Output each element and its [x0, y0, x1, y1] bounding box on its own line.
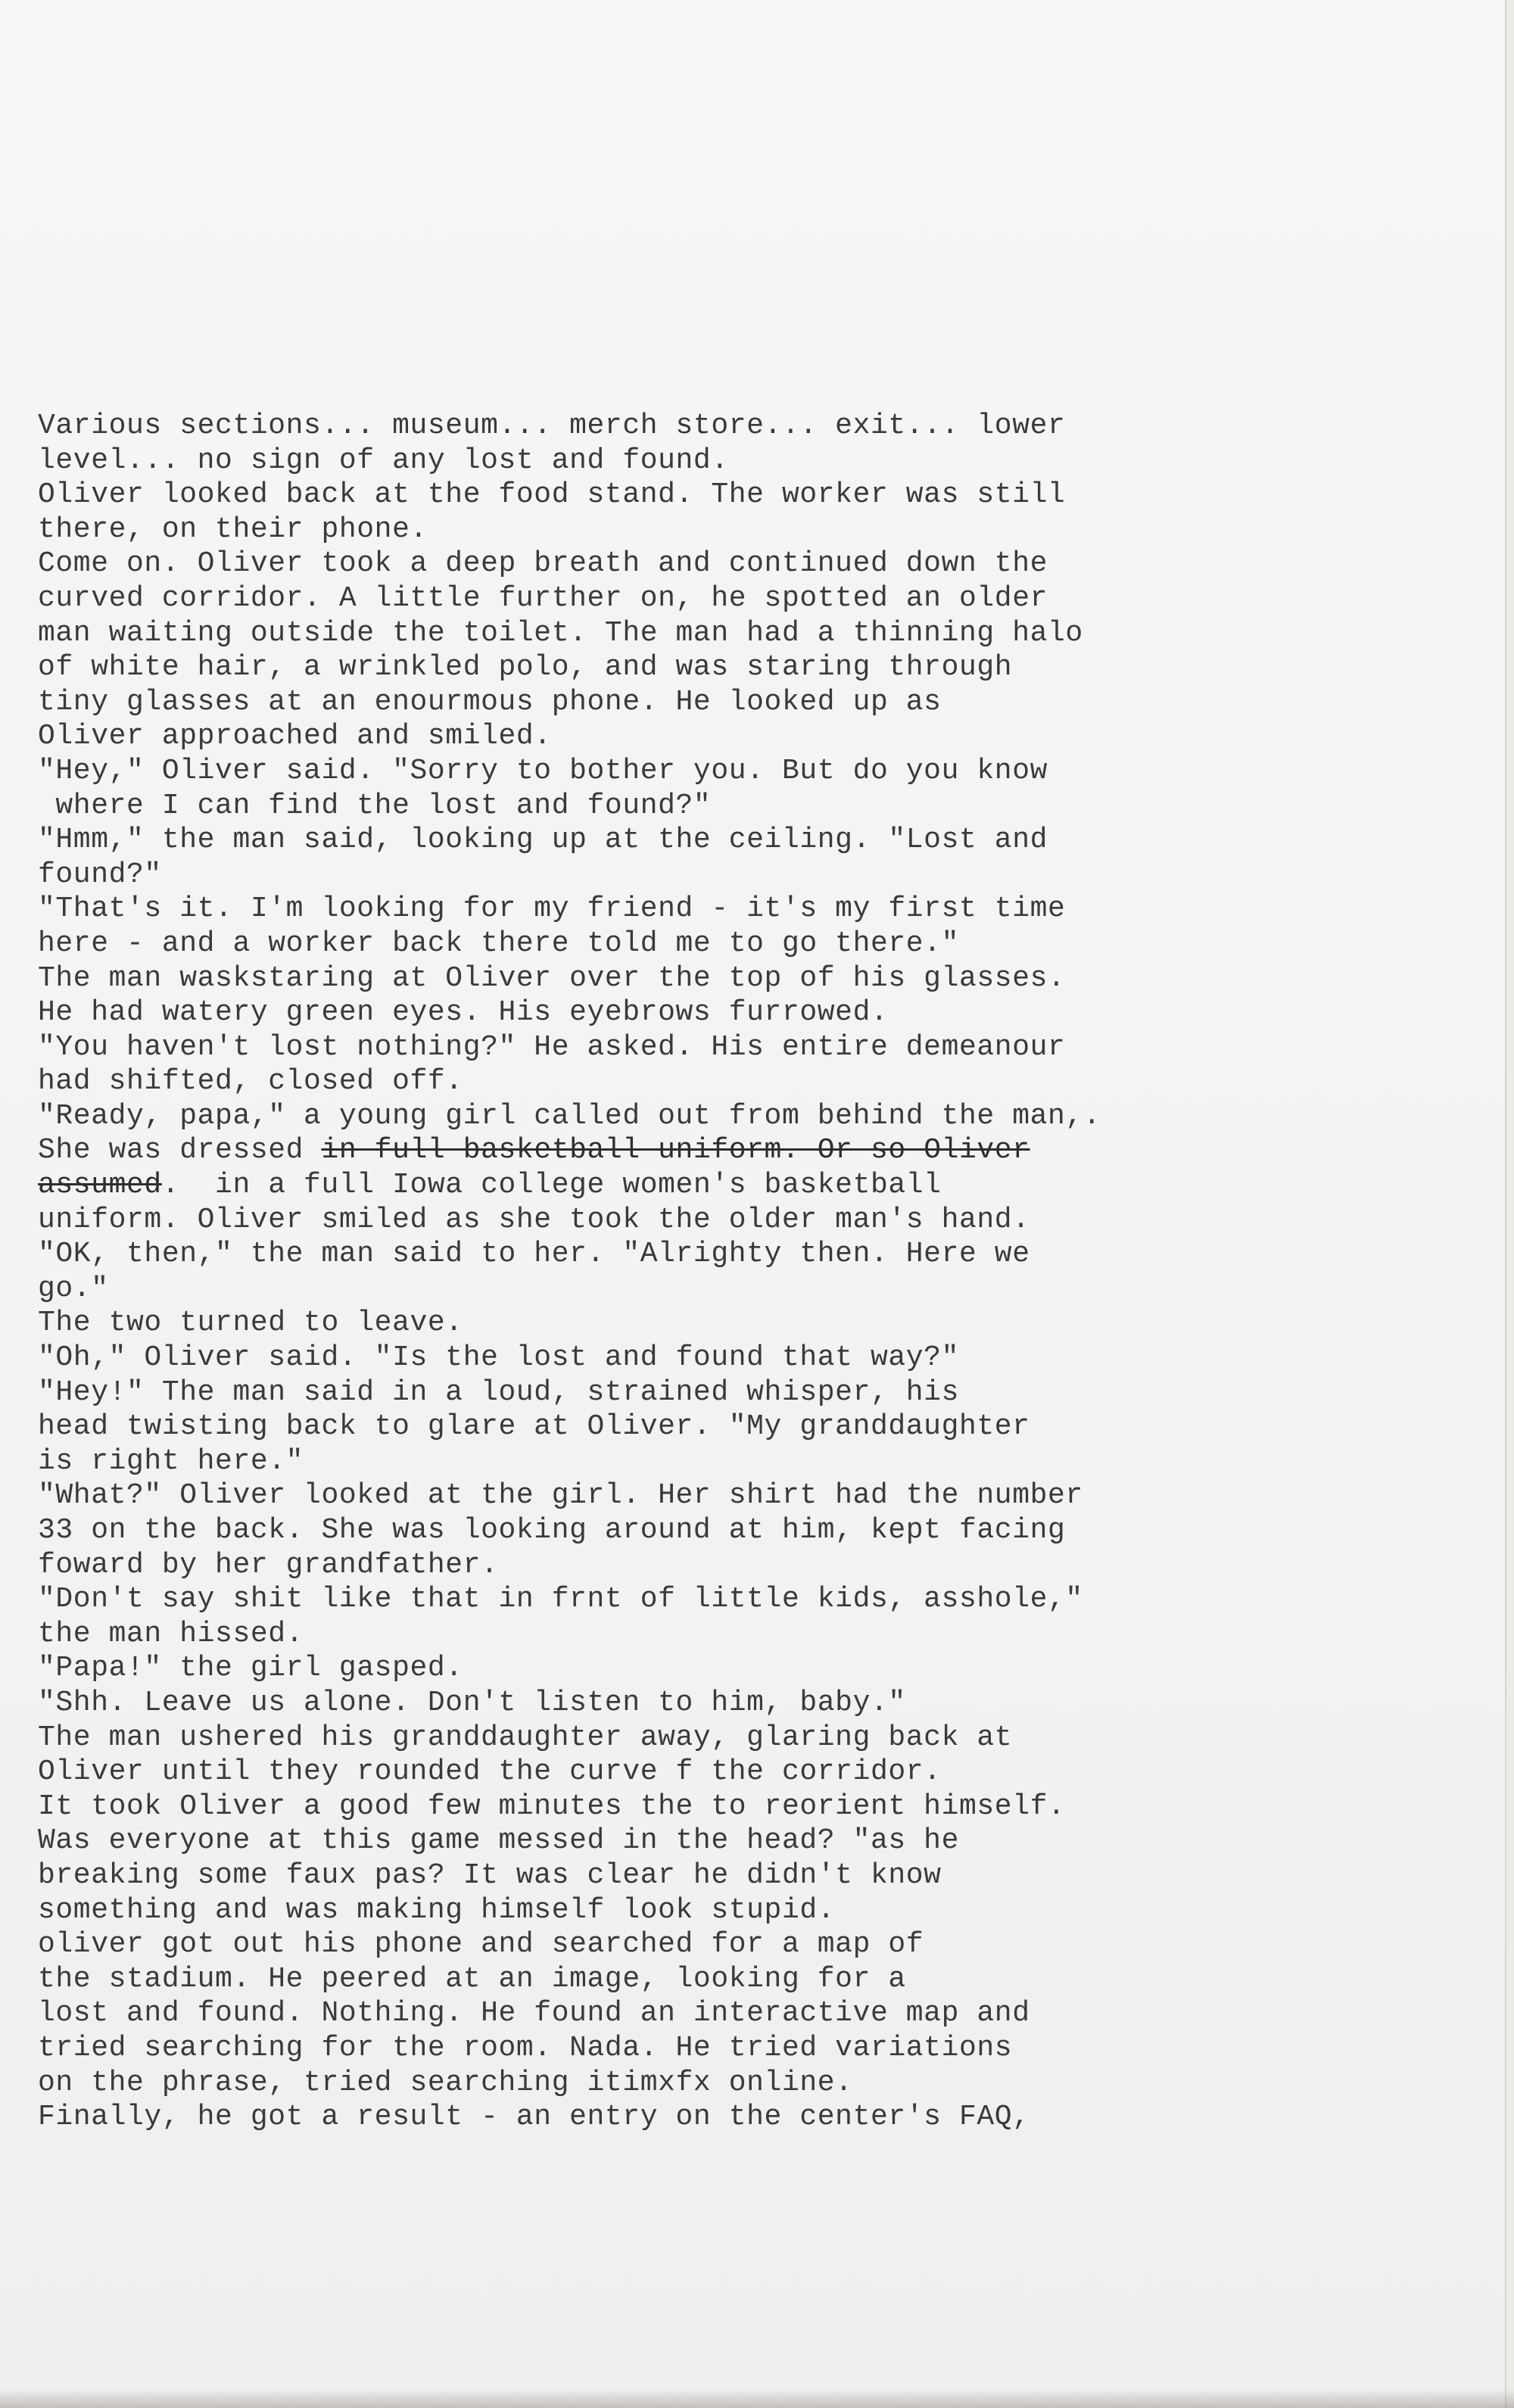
text-line-36: the man hissed. — [38, 1617, 304, 1650]
text-line-39: The man ushered his granddaughter away, glaring back at — [38, 1721, 1013, 1754]
text-line-3: Oliver looked back at the food stand. The worker was still — [38, 478, 1066, 512]
text-line-1: Various sections... museum... merch store... exit... lower — [38, 410, 1066, 442]
text-line-17: The man waskstaring at Oliver over the top of his glasses. — [38, 961, 1066, 995]
text-line-6: curved corridor. A little further on, he spotted an older — [38, 581, 1048, 615]
text-line-21: "Ready, papa," a young girl called out from behind the man,. — [38, 1099, 1101, 1132]
text-line-12: where I can find the lost and found?" — [38, 789, 712, 822]
text-line-2: level... no sign of any lost and found. — [38, 444, 729, 477]
text-line-11: "Hey," Oliver said. "Sorry to bother you. But do you know — [38, 754, 1048, 787]
text-line-13: "Hmm," the man said, looking up at the ceiling. "Lost and — [38, 824, 1048, 857]
text-line-48: tried searching for the room. Nada. He tried variations — [38, 2031, 1013, 2064]
text-line-24: uniform. Oliver smiled as she took the older man's hand. — [38, 1203, 1030, 1236]
text-line-14: found?" — [38, 858, 162, 891]
text-line-42: Was everyone at this game messed in the head? "as he — [38, 1824, 959, 1858]
text-line-38: "Shh. Leave us alone. Don't listen to him, baby." — [38, 1686, 906, 1719]
text-line-8: of white hair, a wrinkled polo, and was staring through — [38, 651, 1013, 684]
text-line-9: tiny glasses at an enourmous phone. He looked up as — [38, 685, 942, 718]
text-line-41: It took Oliver a good few minutes the to reorient himself. — [38, 1790, 1066, 1823]
page-edge-shadow — [0, 2390, 1514, 2408]
text-line-45: oliver got out his phone and searched for a map of — [38, 1928, 924, 1961]
line-22-lead: She was dressed — [38, 1134, 322, 1167]
text-line-4: there, on their phone. — [38, 512, 428, 546]
text-line-15: "That's it. I'm looking for my friend - it's my first time — [38, 892, 1066, 926]
text-line-26: go." — [38, 1272, 109, 1305]
text-line-40: Oliver until they rounded the curve f the corridor. — [38, 1755, 942, 1789]
text-line-49: on the phrase, tried searching itimxfx online. — [38, 2066, 853, 2099]
text-line-31: is right here." — [38, 1444, 304, 1478]
text-line-16: here - and a worker back there told me to go there." — [38, 927, 959, 960]
text-line-5: Come on. Oliver took a deep breath and continued down the — [38, 547, 1048, 581]
text-line-33: 33 on the back. She was looking around at him, kept facing — [38, 1514, 1066, 1547]
text-line-46: the stadium. He peered at an image, looking for a — [38, 1962, 906, 1995]
text-line-20: had shifted, closed off. — [38, 1065, 463, 1098]
text-line-32: "What?" Oliver looked at the girl. Her shirt had the number — [38, 1479, 1083, 1512]
text-line-23 — [38, 1168, 1279, 1203]
text-line-37: "Papa!" the girl gasped. — [38, 1652, 463, 1685]
text-line-7: man waiting outside the toilet. The man had a thinning halo — [38, 616, 1083, 650]
text-line-18: He had watery green eyes. His eyebrows furrowed. — [38, 996, 889, 1030]
text-line-19: "You haven't lost nothing?" He asked. His entire demeanour — [38, 1030, 1066, 1064]
text-line-30: head twisting back to glare at Oliver. "My granddaughter — [38, 1410, 1030, 1444]
struck-out-text: in full basketball uniform. Or so Oliver — [321, 1134, 1030, 1167]
text-line-44: something and was making himself look stupid. — [38, 1893, 836, 1927]
text-line-43: breaking some faux pas? It was clear he didn't know — [38, 1858, 942, 1892]
text-line-28: "Oh," Oliver said. "Is the lost and found that way?" — [38, 1341, 959, 1375]
struck-out-word: assumed — [38, 1169, 162, 1202]
text-line-35: "Don't say shit like that in frnt of little kids, asshole," — [38, 1583, 1083, 1616]
text-line-47: lost and found. Nothing. He found an interactive map and — [38, 1997, 1030, 2030]
text-line-34: foward by her grandfather. — [38, 1548, 499, 1581]
text-line-22 — [38, 1133, 1279, 1168]
text-line-50: Finally, he got a result - an entry on the center's FAQ, — [38, 2101, 1030, 2134]
text-line-10: Oliver approached and smiled. — [38, 720, 552, 753]
typewritten-text-block — [38, 409, 1279, 2135]
line-23-tail: . in a full Iowa college women's basketball — [161, 1169, 942, 1202]
text-line-25: "OK, then," the man said to her. "Alrighty then. Here we — [38, 1238, 1030, 1271]
text-line-29: "Hey!" The man said in a loud, strained whisper, his — [38, 1375, 959, 1409]
text-line-27: The two turned to leave. — [38, 1307, 463, 1340]
